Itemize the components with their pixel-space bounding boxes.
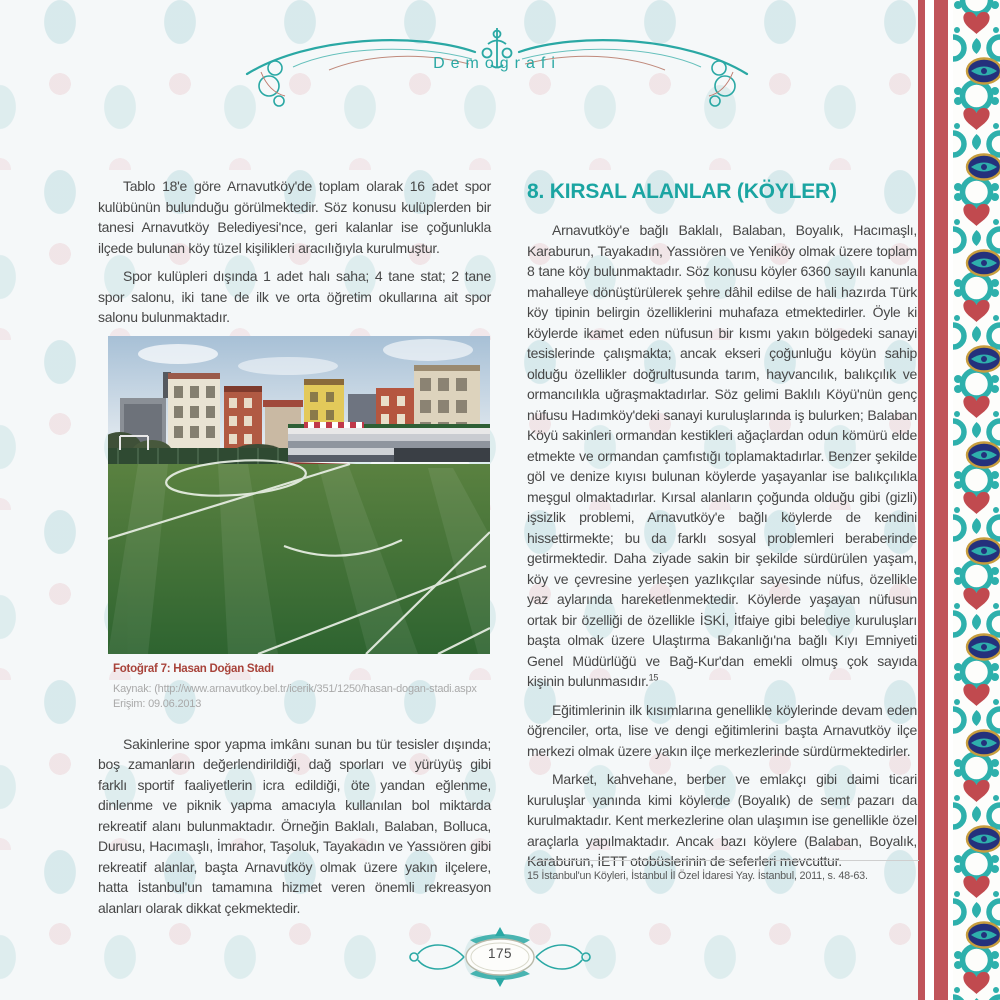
paragraph: Market, kahvehane, berber ve emlakçı gibi daimi ticari kuruluşlar yanında kimi köylerde (Boyalık) de semt pazarı da kurulmaktadır. Kent merkezlerine olan ulaşımın ise genellikle özel araçlarla yapılmaktadır. Ancak bazı köylere (Balaban, Boyalık, Karaburun, İETT otobüslerinin de seferleri mevcuttur. [527, 771, 917, 869]
paragraph: Tablo 18'e göre Arnavutköy'de toplam olarak 16 adet spor kulübünün bulunduğu görülmektedir. Söz konusu kulüplerden bir tanesi Arnavutköy Belediyesi'nce, geri kalanlar ise çoğunlukla ilçede bulunan köy tüzel kişilikleri aracılığıyla kurulmuştur. [98, 178, 491, 256]
page-number: 175 [487, 946, 513, 961]
paragraph: Spor kulüpleri dışında 1 adet halı saha; 4 tane stat; 2 tane spor salonu, iki tane de ilk ve orta öğretim okullarına ait spor salonu bulunmaktadır. [98, 268, 491, 325]
paragraph [527, 220, 917, 692]
right-text-column [527, 180, 917, 880]
iznik-tile-pattern [953, 0, 1000, 1000]
paragraph: Sakinlerine spor yapma imkânı sunan bu tür tesisler dışında; boş zamanların değerlendirildiği, dağ sporları ve yürüyüş gibi farklı sportif faaliyetlerin icra edildiği, öte yandan eğlenme, dinlenme ve piknik yapma amacıyla kullanılan bol miktarda rekreatif alanı bulunmaktadır. Örneğin Baklalı, Balaban, Bolluca, Durusu, Hacımaşlı, İmrahor, Taşoluk, Tayakadın ve Yassıören gibi rekreatif alanlar, başta Arnavutköy olmak üzere yakın ilçelere, hatta İstanbul'un tamamına hizmet veren önemli rekreasyon alanları olarak dikkat çekmektedir. [98, 735, 491, 916]
stadium-photo [108, 336, 490, 654]
photo-caption: Fotoğraf 7: Hasan Doğan Stadı [113, 662, 274, 675]
chapter-title: Demografi [433, 55, 561, 72]
section-heading: 8. KIRSAL ALANLAR (KÖYLER) [527, 180, 837, 203]
border-white-gap [925, 0, 934, 1000]
border-thin-red-stripe [918, 0, 925, 1000]
photo-access-date: Erişim: 09.06.2013 [113, 697, 202, 710]
footnote-divider [527, 860, 919, 861]
photo-source-url: Kaynak: (http://www.arnavutkoy.bel.tr/icerik/351/1250/hasan-dogan-stadi.aspx [113, 682, 477, 695]
ornamental-tile-border [918, 0, 1000, 1000]
footnote-text: 15 İstanbul'un Köyleri, İstanbul İl Özel İdaresi Yay. İstanbul, 2011, s. 48-63. [527, 870, 868, 882]
footnote-reference: 15 [648, 672, 659, 683]
paragraph: Eğitimlerinin ilk kısımlarına genellikle köylerinde devam eden öğrenciler, orta, lise ve dengi eğitimlerini başta Arnavutköy ilçe merkezi olmak üzere yakın ilçe merkezlerinde sürdürmektedirler. [527, 701, 917, 759]
photo-source [113, 682, 491, 712]
footnote-block [527, 860, 919, 883]
stadium-photo-figure [98, 336, 491, 712]
border-thick-red-stripe [934, 0, 948, 1000]
left-text-column [98, 176, 491, 926]
paragraph-text: Arnavutköy'e bağlı Baklalı, Balaban, Boyalık, Hacımaşlı, Karaburun, Tayakadın, Yassıören ve Yeniköy olmak üzere toplam 8 tane köy bulunmaktadır. Söz konusu köyler 6360 sayılı kanunla mahalleye dönüştürülerek şehre dâhil edilse de hali hazırda Türk köy tipinin belirgin özelliklerini muhafaza etmektedirler. Öyle ki köylerde ikamet eden nüfusun bir kısmı yakın bölgedeki sanayi tesislerinde çalışmakta; ancak ekseri çoğunluğu köyün sahip olduğu özellikler doğrultusunda tarım, hayvancılık, balıkçılık ve ormancılıkla uğraşmaktadırlar. Söz gelimi Baklılı Köyü'nün genç nüfusu Hadımköy'deki sanayi kuruluşlarında iş bulurken; Balaban Köyü sakinleri ormandan kestikleri ağaçlardan odun kömürü elde etmekte ve ormandan çamfıstığı toplamaktadırlar. Benzer şekilde göl ve denize kıyısı bulunan köylerde yaşayanlar ise balıkçılıkla meşgul olmaktadırlar. Kırsal alanların çoğunda olduğu gibi (gizli) işsizlik problemi, Arnavutköy'e bağlı köylerde de kendini hissettirmekte; bu da farklı sosyal problemleri beraberinde getirmektedir. Daha ziyade sakin bir şekilde sürdürülen yaşam, köy ve çevresine yerleşen yazlıkçılar sayesinde nüfus, özellikle yaz aylarında hareketlenmektedir. Köylerde yaşayan nüfusun ortak bir özelliği de özellikle İSKİ, İtfaiye gibi belediye kuruluşları başta olmak üzere Ulaştırma Bakanlığı'na bağlı Kıyı Emniyeti Genel Müdürlüğü ve Bağ-Kur'dan emekli olmuş çok sayıda kişinin bulunmasıdır. [527, 222, 917, 689]
